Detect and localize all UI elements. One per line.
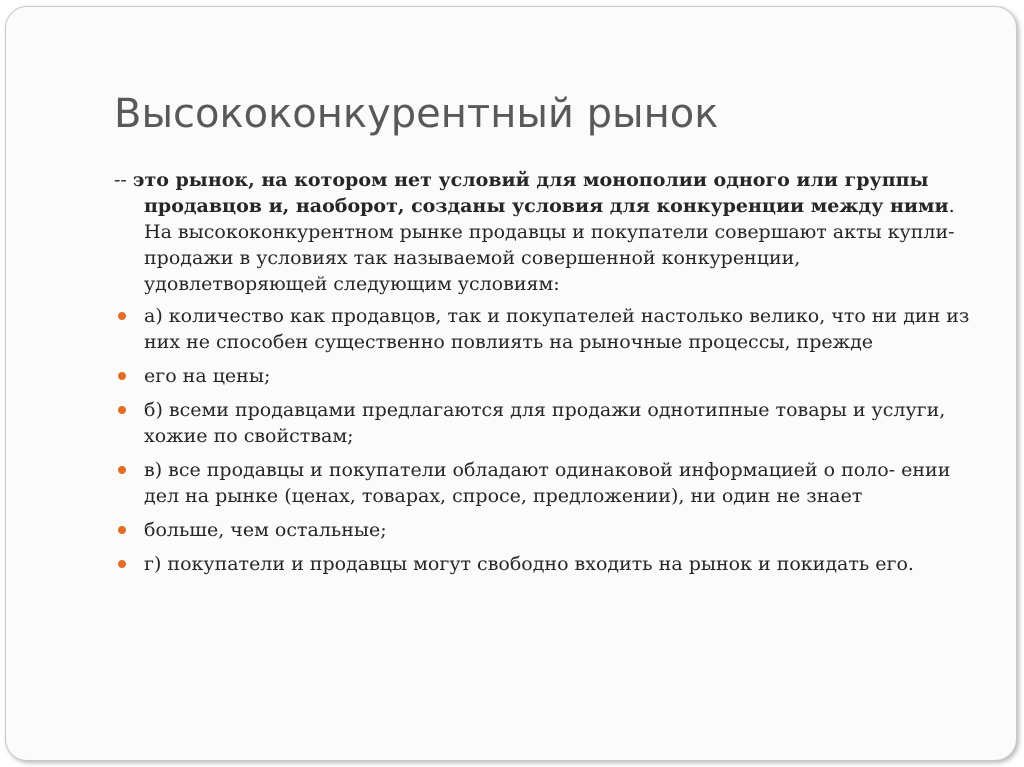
list-item-text: его на цены; — [144, 365, 271, 387]
list-item — [114, 517, 984, 543]
list-item — [114, 363, 984, 389]
bullet-dot-icon — [118, 372, 126, 380]
bullet-dot-icon — [118, 406, 126, 414]
list-item — [114, 397, 984, 449]
bullet-dot-icon — [118, 560, 126, 568]
slide-content — [114, 167, 984, 585]
list-item-text: а) количество как продавцов, так и покупателей настолько велико, что ни дин из них не способен существенно повлиять на рыночные процессы, прежде — [144, 305, 970, 353]
list-item — [114, 457, 984, 509]
bullet-dot-icon — [118, 466, 126, 474]
bullet-dot-icon — [118, 312, 126, 320]
intro-paragraph — [114, 167, 984, 297]
list-item — [114, 551, 984, 577]
slide-title: Высококонкурентный рынок — [114, 91, 719, 137]
intro-rest: . На высококонкурентном рынке продавцы и покупатели совершают акты купли-продажи в условиях так называемой совершенной конкуренции, удовлетворяющей следующим условиям: — [144, 195, 955, 295]
intro-prefix: -- — [114, 169, 133, 191]
list-item-text: г) покупатели и продавцы могут свободно входить на рынок и покидать его. — [144, 553, 914, 575]
bullet-dot-icon — [118, 526, 126, 534]
list-item — [114, 303, 984, 355]
intro-definition: это рынок, на котором нет условий для монополии одного или группы продавцов и, наоборот, созданы условия для конкуренции между ними — [132, 169, 949, 217]
conditions-list — [114, 303, 984, 577]
list-item-text: б) всеми продавцами предлагаются для продажи однотипные товары и услуги, хожие по свойствам; — [144, 399, 946, 447]
slide — [5, 6, 1017, 761]
list-item-text: больше, чем остальные; — [144, 519, 387, 541]
list-item-text: в) все продавцы и покупатели обладают одинаковой информацией о поло- ении дел на рынке (ценах, товарах, спросе, предложении), ни один не знает — [144, 459, 951, 507]
